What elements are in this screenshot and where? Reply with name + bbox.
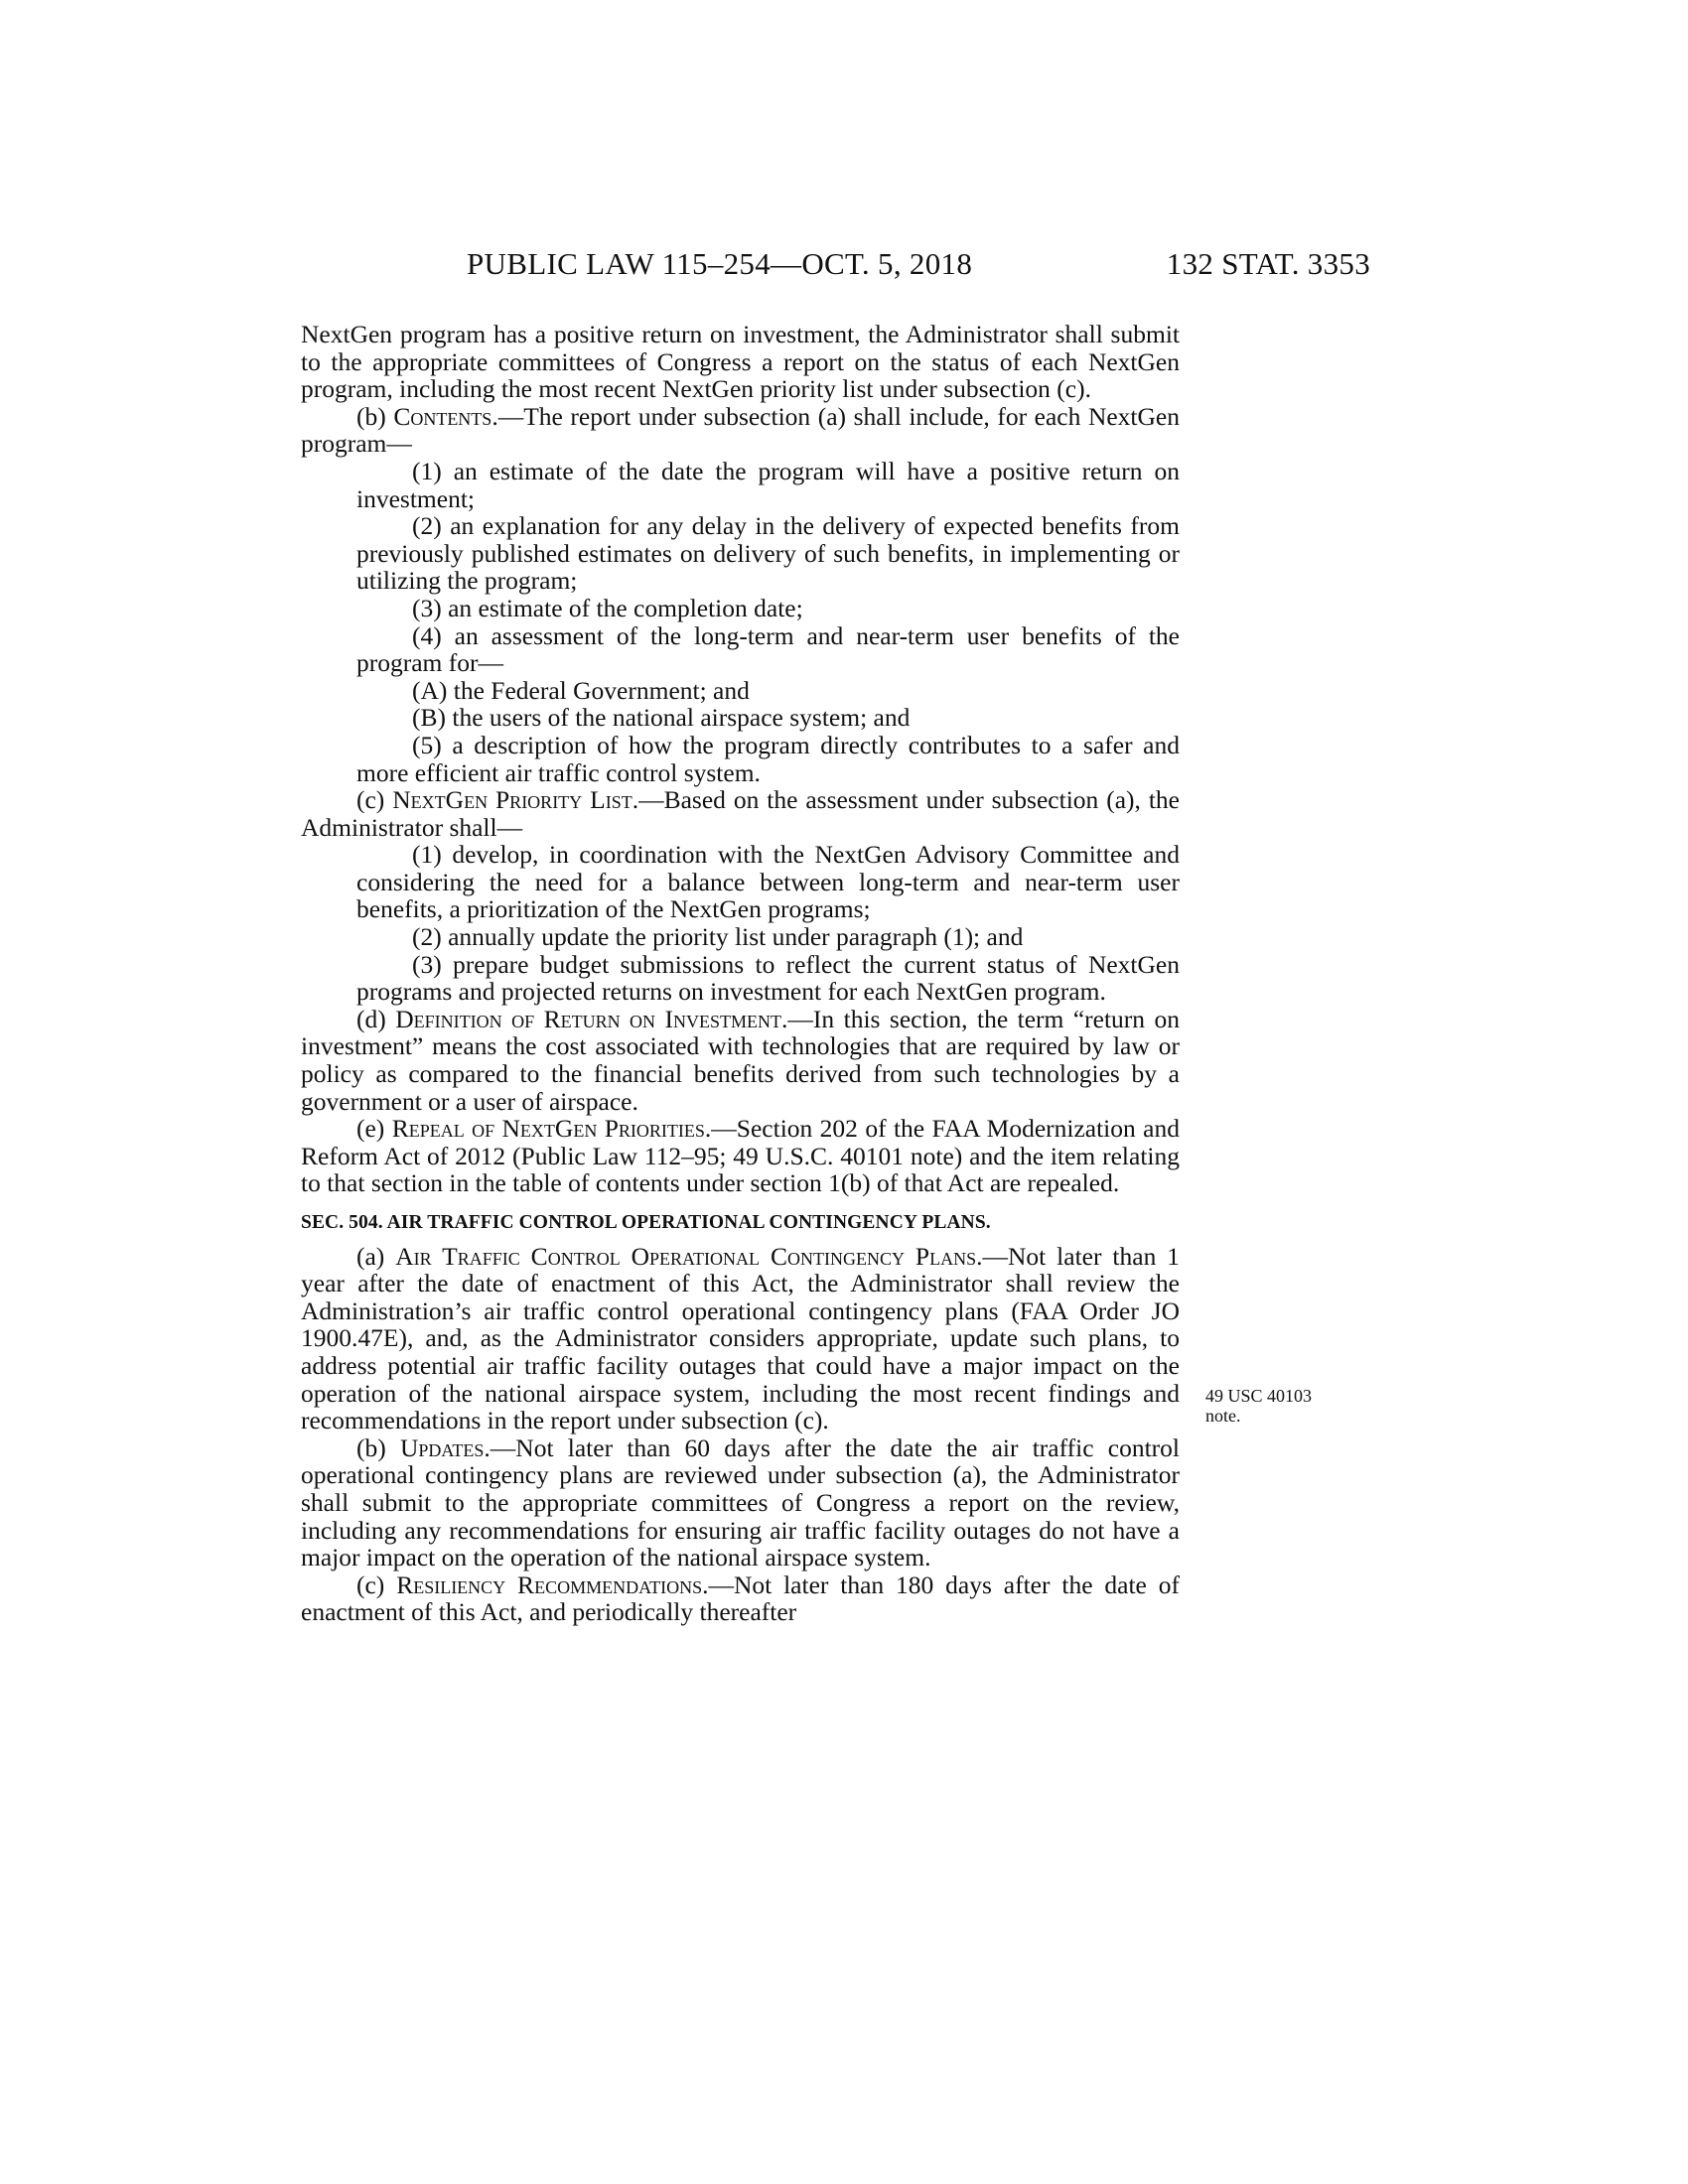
sec504-c-prefix: (c) [356,1570,397,1599]
subparagraph-list [301,677,1180,732]
sec504-subsection-c [301,1571,1180,1626]
subsection-d-definition [301,1006,1180,1115]
subsection-c-priority-list [301,786,1180,841]
margin-note [1205,1386,1344,1426]
sec504-c-heading: Resiliency Recommendations [396,1570,703,1599]
paragraph-c-2: (2) annually update the priority list under paragraph (1); and [412,922,1024,952]
subsection-d-text: .—In this section, the term “return on investment” means the cost associated with technologies that are required by law or policy as compared to the financial benefits derived from such technologies by a government or a user of airspace. [301,1004,1181,1116]
sec504-a-heading: Air Traffic Control Operational Contingency Plans [395,1241,977,1271]
subsection-b-text: .—The report under subsection (a) shall include, for each NextGen program— [301,401,1180,459]
subsection-e-text: .—Section 202 of the FAA Modernization and Reform Act of 2012 (Public Law 112–95; 49 U.S.C. 40101 note) and the item relating to that section in the table of contents under section 1(b) of that Act are repealed. [301,1114,1180,1198]
subparagraph-b-4-b: (B) the users of the national airspace system; and [412,703,911,733]
sec504-subsection-b [301,1434,1180,1571]
subsection-c-heading: NextGen Priority List [392,785,633,815]
sec504-a-text: .—Not later than 1 year after the date of enactment of this Act, the Administrator shall review the Administration’s air traffic control operational contingency plans (FAA Order JO 1900.47E), and, as the Administrator considers appropriate, update such plans, to address potential air traffic facility outages that could have a major impact on the operation of the national airspace system, including the most recent findings and recommendations in the report under subsection (c). [301,1241,1181,1435]
sec504-b-prefix: (b) [356,1433,400,1462]
paragraph-b-4: (4) an assessment of the long-term and near-term user benefits of the program for— [356,620,1180,678]
paragraph-b-3: (3) an estimate of the completion date; [412,593,803,622]
sec504-c-text: .—Not later than 180 days after the date of enactment of this Act, and periodically thereafter [301,1570,1180,1627]
margin-note-suffix: note. [1205,1406,1241,1426]
sec504-b-text: .—Not later than 60 days after the date the air traffic control operational contingency plans are reviewed under subsection (a), the Administrator shall submit to the appropriate committees of Congress a report on the review, including any recommendations for ensuring air traffic facility outages do not have a major impact on the operation of the national airspace system. [301,1433,1181,1572]
subsection-d-prefix: (d) [356,1004,396,1033]
section-504-heading: SEC. 504. AIR TRAFFIC CONTROL OPERATIONAL CONTINGENCY PLANS. [301,1212,991,1233]
sec504-subsection-a [301,1243,1180,1434]
statute-citation: 132 STAT. 3353 [1166,246,1370,281]
sec504-a-prefix: (a) [356,1241,396,1271]
subparagraph-b-4-a: (A) the Federal Government; and [412,675,750,705]
paragraph-b-5: (5) a description of how the program directly contributes to a safer and more efficient air traffic control system. [356,730,1180,787]
sec504-b-heading: Updates [399,1433,485,1462]
running-head: PUBLIC LAW 115–254—OCT. 5, 2018 [467,246,973,281]
page-header [467,246,1370,286]
paragraph-b-2: (2) an explanation for any delay in the delivery of expected benefits from previously published estimates on delivery of such benefits, in implementing or utilizing the program; [356,511,1180,596]
paragraph-b-1: (1) an estimate of the date the program will have a positive return on investment; [356,456,1180,513]
subsection-c-text: .—Based on the assessment under subsection (a), the Administrator shall— [301,785,1180,842]
subsection-b-prefix: (b) [356,401,394,431]
paragraph-c-3: (3) prepare budget submissions to reflect the current status of NextGen programs and projected returns on investment for each NextGen program. [356,949,1180,1007]
subsection-b-contents [301,403,1180,458]
subsection-d-heading: Definition of Return on Investment [395,1004,782,1033]
subsection-e-prefix: (e) [356,1114,392,1144]
paragraph-c-1: (1) develop, in coordination with the NextGen Advisory Committee and considering the need for a balance between long-term and near-term user benefits, a prioritization of the NextGen programs; [356,840,1180,924]
subsection-c-prefix: (c) [356,785,393,815]
intro-paragraph: NextGen program has a positive return on investment, the Administrator shall submit to the appropriate committees of Congress a report on the status of each NextGen program, including the most recent NextGen priority list under subsection (c). [301,320,1180,404]
subsection-b-heading: Contents [393,401,492,431]
subsection-e-heading: Repeal of NextGen Priorities [391,1114,705,1144]
subsection-e-repeal [301,1115,1180,1197]
body-text [301,321,1180,1626]
margin-note-citation: 49 USC 40103 [1205,1386,1313,1406]
